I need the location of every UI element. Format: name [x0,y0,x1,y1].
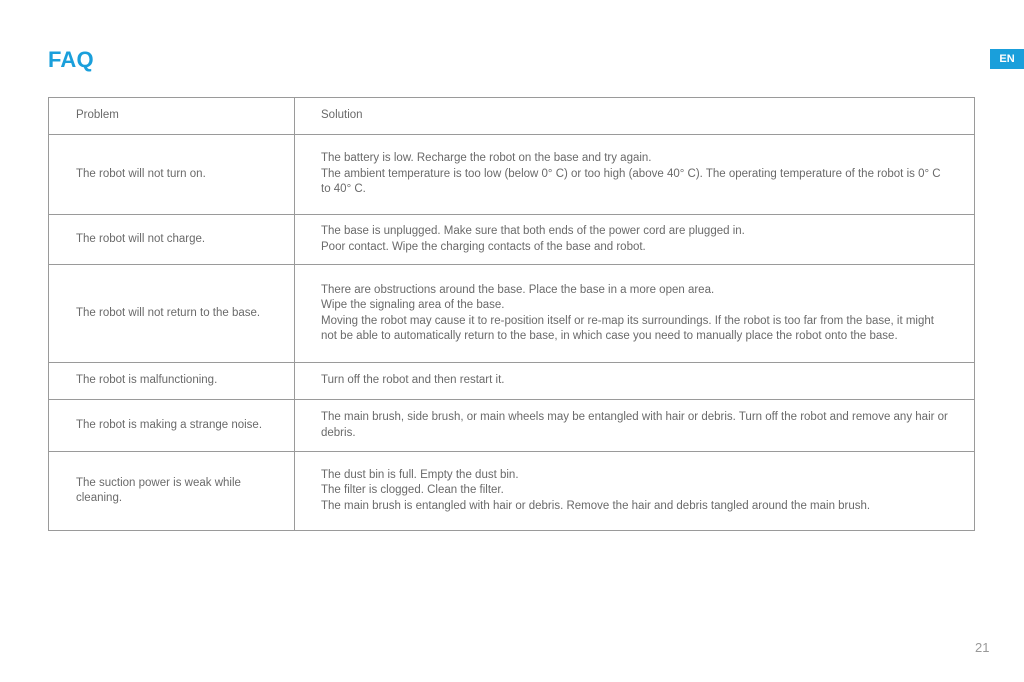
solution-line: The ambient temperature is too low (below 0° C) or too high (above 40° C). The operating temperature of the robot is 0° C to 40° C. [321,167,941,196]
solution-line: There are obstructions around the base. Place the base in a more open area. [321,283,715,296]
solution-line: Turn off the robot and then restart it. [321,374,505,387]
solution-line: The battery is low. Recharge the robot on the base and try again. [321,152,652,165]
problem-cell: The robot will not turn on. [49,135,295,215]
solution-line: The filter is clogged. Clean the filter. [321,484,504,497]
column-header-problem: Problem [49,98,295,135]
table-header-row [49,98,975,135]
table-row [49,135,975,215]
solution-cell [295,215,975,265]
solution-cell [295,363,975,400]
table-row [49,363,975,400]
solution-line: The dust bin is full. Empty the dust bin. [321,468,519,481]
problem-cell: The suction power is weak while cleaning. [49,452,295,531]
column-header-solution: Solution [295,98,975,135]
solution-line: The main brush is entangled with hair or debris. Remove the hair and debris tangled around the main brush. [321,499,871,512]
solution-line: The base is unplugged. Make sure that both ends of the power cord are plugged in. [321,225,745,237]
faq-table [48,97,975,531]
solution-line: Poor contact. Wipe the charging contacts of the base and robot. [321,240,646,253]
page-title: FAQ [48,47,94,72]
table-row [49,400,975,452]
solution-line: Moving the robot may cause it to re-position itself or re-map its surroundings. If the robot is too far from the base, it might not be able to automatically return to the base, in which case you need to manually place the robot onto the base. [321,314,934,342]
problem-cell: The robot is malfunctioning. [49,363,295,400]
table-row [49,452,975,531]
table-row [49,215,975,265]
problem-cell: The robot is making a strange noise. [49,400,295,452]
problem-cell: The robot will not return to the base. [49,265,295,363]
page-number: 21 [975,640,990,655]
language-badge: EN [990,49,1024,69]
solution-line: Wipe the signaling area of the base. [321,299,505,311]
solution-cell [295,452,975,531]
solution-line: The main brush, side brush, or main wheels may be entangled with hair or debris. Turn off the robot and remove any hair or debris. [321,411,948,439]
table-row [49,265,975,363]
problem-cell: The robot will not charge. [49,215,295,265]
solution-cell [295,400,975,452]
solution-cell [295,135,975,215]
solution-cell [295,265,975,363]
